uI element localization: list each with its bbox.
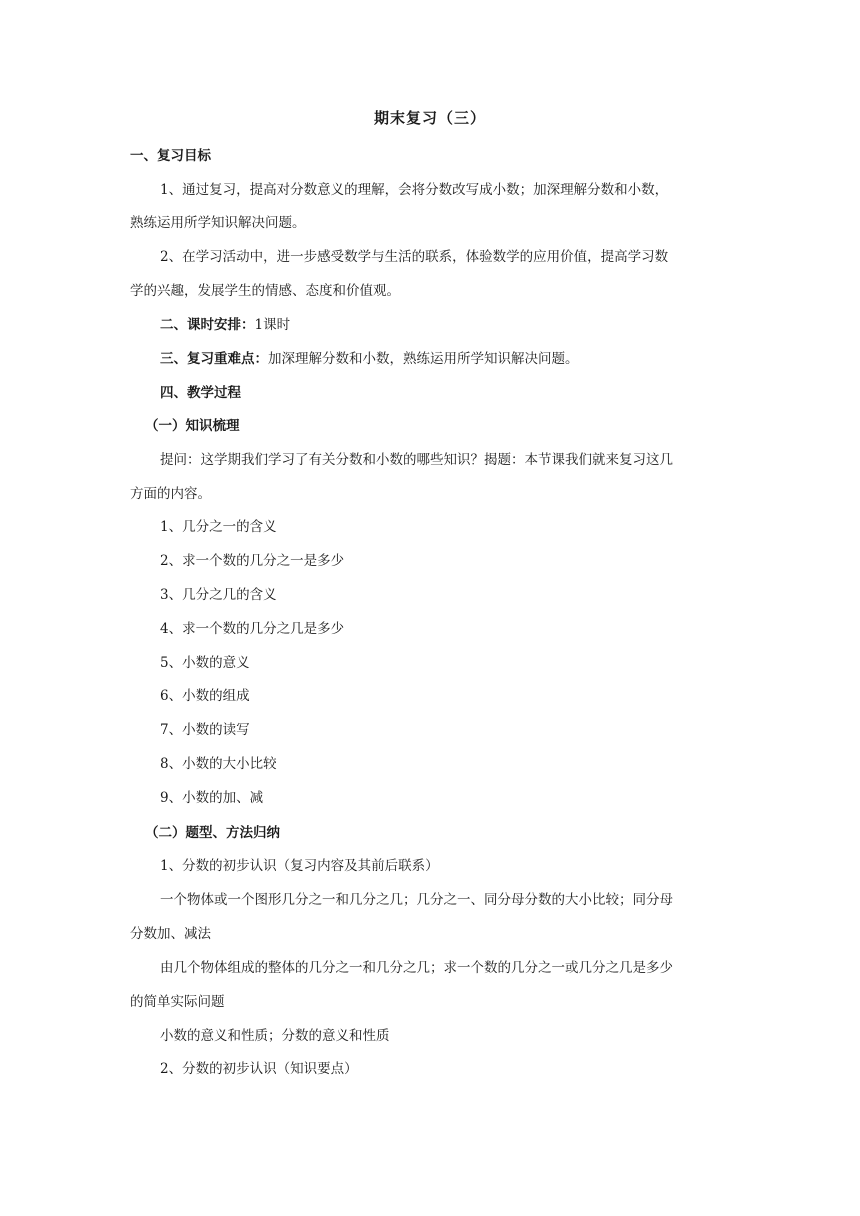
topic-item: 1、几分之一的含义 [160,519,277,535]
paragraph-2-line-2: 的简单实际问题 [130,994,225,1010]
topic-item: 4、求一个数的几分之几是多少 [160,621,345,637]
key-points-value: 加深理解分数和小数，熟练运用所学知识解决问题。 [268,351,579,367]
intro-line-2: 方面的内容。 [130,486,211,502]
subsection-methods: （二）题型、方法归纳 [145,825,280,841]
topic-item: 2、求一个数的几分之一是多少 [160,553,345,569]
paragraph-1-line-2: 分数加、减法 [130,926,211,942]
topic-item: 6、小数的组成 [160,688,250,704]
paragraph-2-line-1: 由几个物体组成的整体的几分之一和几分之几；求一个数的几分之一或几分之几是多少 [160,960,673,976]
goal-2-line-2: 学的兴趣，发展学生的情感、态度和价值观。 [130,283,400,299]
class-hours-value: 1课时 [254,317,291,333]
key-points-label: 三、复习重难点： [160,351,268,367]
document-title: 期末复习（三） [373,109,486,127]
goal-1-line-2: 熟练运用所学知识解决问题。 [130,215,306,231]
section-heading-goals: 一、复习目标 [130,148,211,164]
method-item-2: 2、分数的初步认识（知识要点） [160,1061,358,1077]
class-hours-label: 二、课时安排： [160,317,255,333]
topic-item: 9、小数的加、减 [160,790,264,806]
method-item-1: 1、分数的初步认识（复习内容及其前后联系） [160,858,439,874]
topic-item: 5、小数的意义 [160,655,250,671]
paragraph-3: 小数的意义和性质；分数的意义和性质 [160,1028,390,1044]
topic-item: 3、几分之几的含义 [160,587,277,603]
topic-item: 8、小数的大小比较 [160,756,277,772]
section-class-hours [160,315,740,335]
goal-1-line-1: 1、通过复习，提高对分数意义的理解，会将分数改写成小数；加深理解分数和小数， [160,182,669,198]
goal-2-line-1: 2、在学习活动中，进一步感受数学与生活的联系，体验数学的应用价值，提高学习数 [160,249,669,265]
intro-line-1: 提问：这学期我们学习了有关分数和小数的哪些知识？揭题：本节课我们就来复习这几 [160,452,673,468]
section-key-points [160,349,740,369]
section-heading-process: 四、教学过程 [160,385,241,401]
paragraph-1-line-1: 一个物体或一个图形几分之一和几分之几；几分之一、同分母分数的大小比较；同分母 [160,892,673,908]
topic-item: 7、小数的读写 [160,722,250,738]
subsection-knowledge: （一）知识梳理 [145,418,240,434]
